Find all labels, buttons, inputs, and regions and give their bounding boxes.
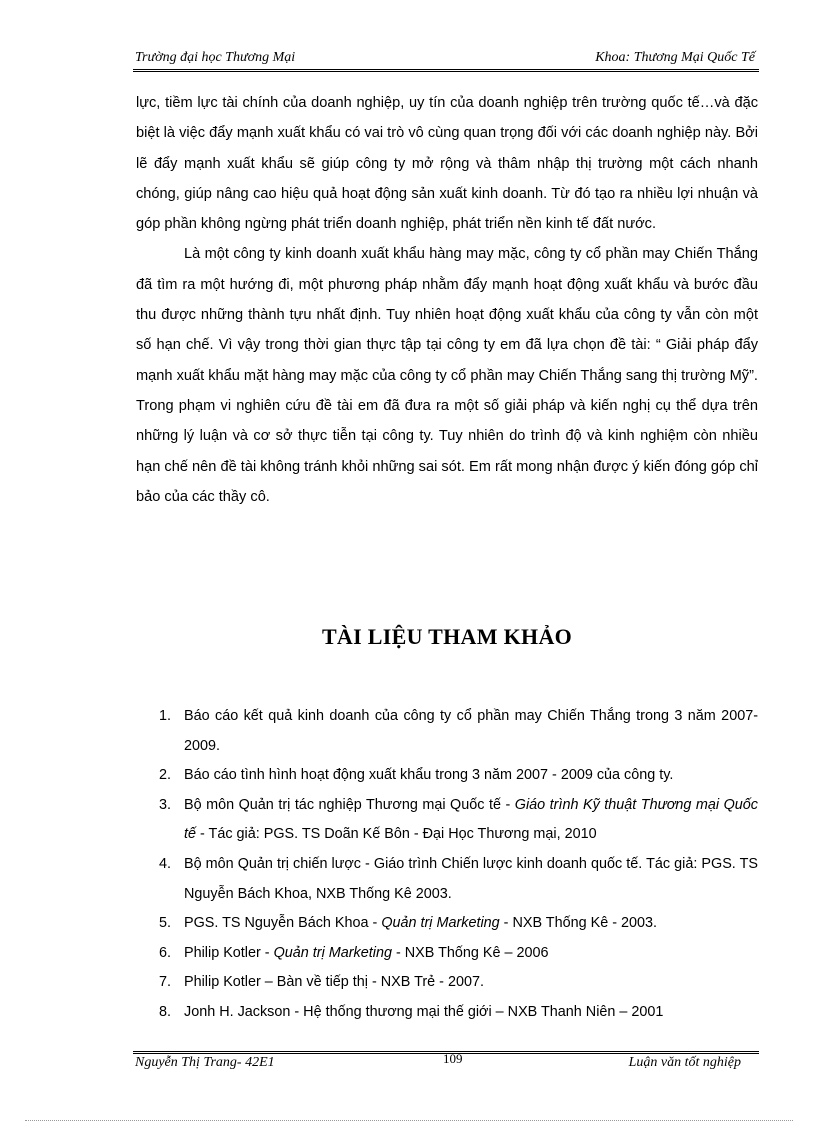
footer-thesis-label: Luận văn tốt nghiệp [628,1055,741,1070]
reference-text: Bộ môn Quản trị chiến lược - Giáo trình Chiến lược kinh doanh quốc tế. Tác giả: PGS. TS Nguyễn Bách Khoa, NXB Thống Kê 2003. [184,855,758,902]
reference-book-title: Giáo trình Kỹ thuật Thương mại Quốc tế [184,796,759,843]
footer-author: Nguyễn Thị Trang- 42E1 [135,1055,275,1070]
reference-book-title: Quản trị Marketing [273,944,392,961]
references-heading: TÀI LIỆU THAM KHẢO [321,624,573,649]
body-text [136,88,758,512]
reference-text-suffix: - Tác giả: PGS. TS Doãn Kế Bôn - Đại Học Thương mại, 2010 [196,826,597,843]
paragraph-1: lực, tiềm lực tài chính của doanh nghiệp, uy tín của doanh nghiệp trên trường quốc tế…và đặc biệt là việc đẩy mạnh xuất khẩu có vai trò vô cùng quan trọng đối với các doanh nghiệp này. Bởi lẽ đẩy mạnh xuất khẩu sẽ giúp công ty mở rộng và thâm nhập thị trường một cách nhanh chóng, giúp nâng cao hiệu quả hoạt động sản xuất kinh doanh. Từ đó tạo ra nhiều lợi nhuận và góp phần không ngừng phát triển doanh nghiệp, phát triển nền kinh tế đất nước. [136,95,758,233]
reference-item [159,791,758,850]
reference-item [159,850,758,909]
reference-number: 8. [159,1003,172,1020]
reference-text: Báo cáo kết quả kinh doanh của công ty cổ phần may Chiến Thắng trong 3 năm 2007-2009. [184,708,758,754]
header-university: Trường đại học Thương Mại [135,50,296,65]
reference-text-prefix: Bộ môn Quản trị tác nghiệp Thương mại Quốc tế - [184,796,515,813]
page-number: 109 [443,1051,463,1066]
reference-number: 4. [159,855,172,872]
references-list [159,702,758,1028]
reference-number: 7. [159,974,172,991]
reference-text: Philip Kotler – Bàn về tiếp thị - NXB Trẻ - 2007. [184,974,484,991]
reference-number: 1. [159,708,172,724]
reference-item [159,968,758,998]
header-faculty: Khoa: Thương Mại Quốc Tế [595,50,755,65]
reference-text: Báo cáo tình hình hoạt động xuất khẩu trong 3 năm 2007 - 2009 của công ty. [184,767,674,784]
reference-number: 5. [159,915,172,932]
reference-item [159,998,758,1028]
reference-number: 2. [159,767,172,784]
reference-item [159,702,758,761]
reference-text-prefix: Philip Kotler - [184,944,274,961]
reference-number: 6. [159,944,172,961]
reference-text: Jonh H. Jackson - Hệ thống thương mại thế giới – NXB Thanh Niên – 2001 [184,1003,664,1020]
reference-text-prefix: PGS. TS Nguyễn Bách Khoa - [184,915,382,932]
page-break-divider [25,1120,793,1121]
reference-text-suffix: - NXB Thống Kê - 2003. [499,915,658,932]
reference-book-title: Quản trị Marketing [381,915,500,932]
reference-item [159,939,758,969]
reference-item [159,909,758,939]
paragraph-2: Là một công ty kinh doanh xuất khẩu hàng may mặc, công ty cổ phần may Chiến Thắng đã tìm ra một hướng đi, một phương pháp nhằm đẩy mạnh hoạt động xuất khẩu và bước đầu thu được những thành tựu nhất định. Tuy nhiên hoạt động xuất khẩu của công ty vẫn còn một số hạn chế. Vì vậy trong thời gian thực tập tại công ty em đã lựa chọn đề tài: “ Giải pháp đẩy mạnh xuất khẩu mặt hàng may mặc của công ty cổ phần may Chiến Thắng sang thị trường Mỹ”. Trong phạm vi nghiên cứu đề tài em đã đưa ra một số giải pháp và kiến nghị cụ thể dựa trên những lý luận và cơ sở thực tiễn tại công ty. Tuy nhiên do trình độ và kinh nghiệm còn nhiều hạn chế nên đề tài không tránh khỏi những sai sót. Em rất mong nhận được ý kiến đóng góp chỉ bảo của các thầy cô. [136,246,758,505]
header-rule-bottom [133,71,759,72]
header-rule-top [133,69,759,70]
reference-number: 3. [159,796,172,813]
reference-text-suffix: - NXB Thống Kê – 2006 [391,944,549,961]
reference-item [159,761,758,791]
